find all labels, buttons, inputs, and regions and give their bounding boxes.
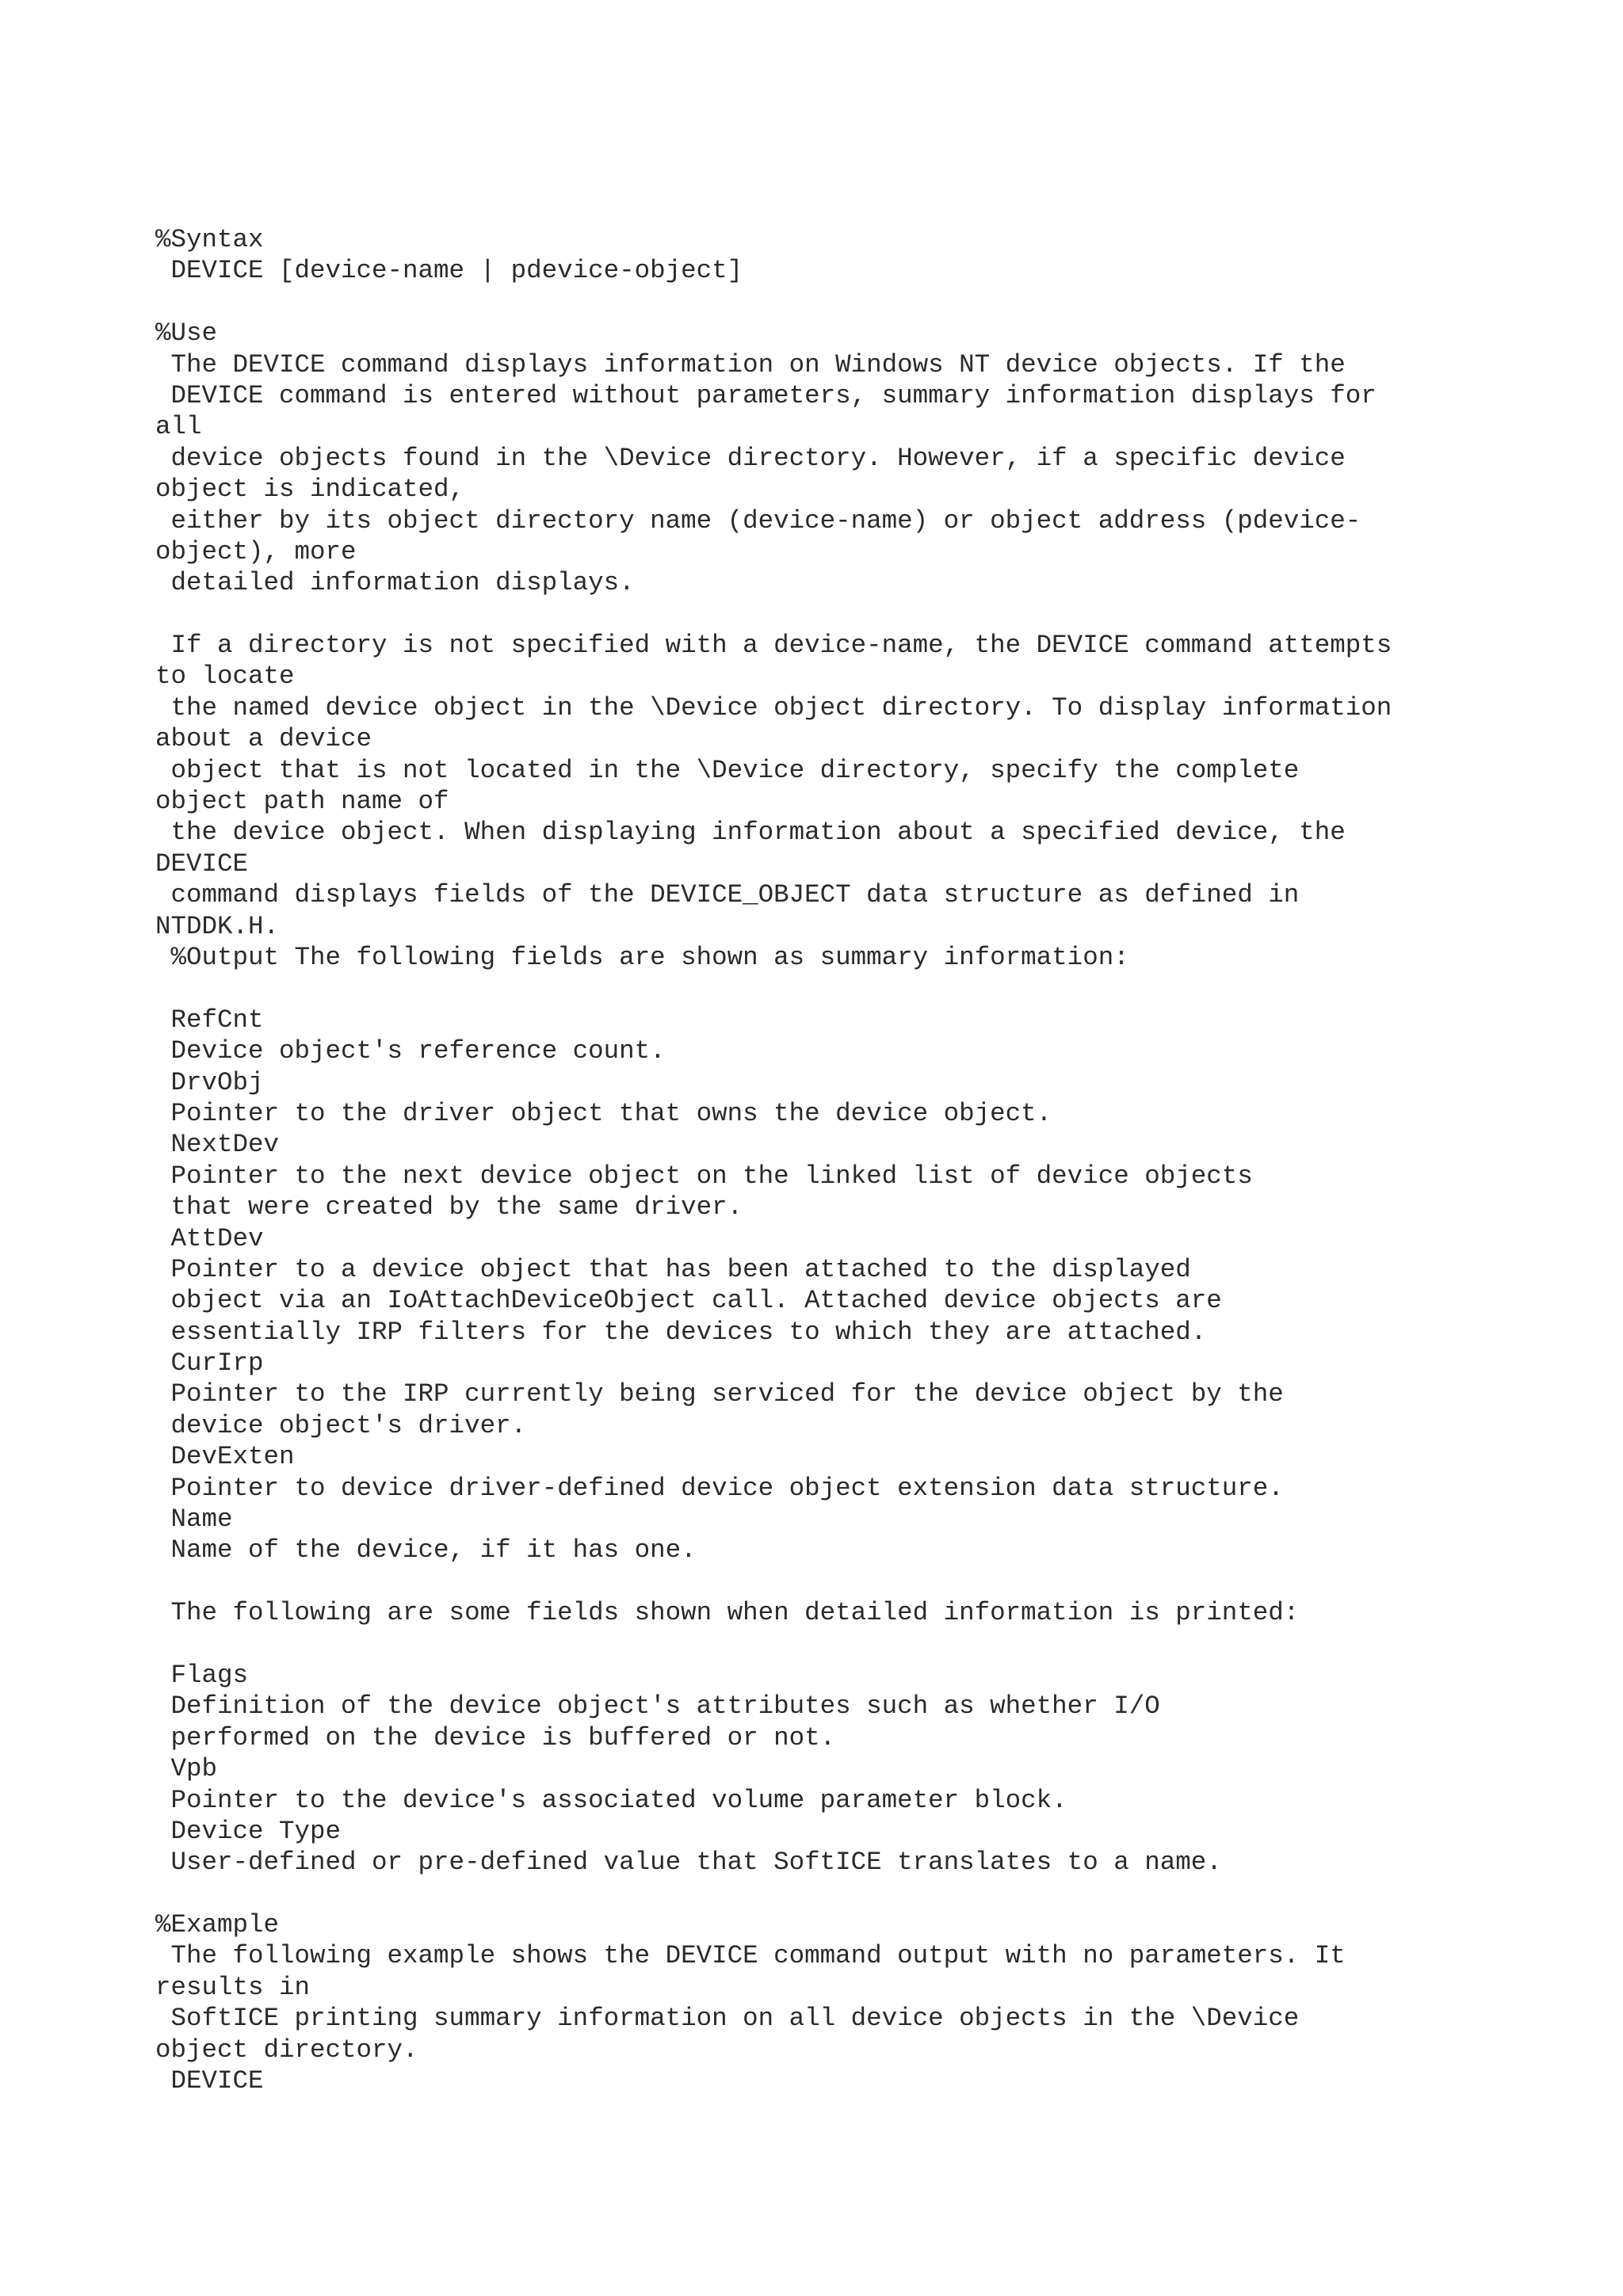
- text-line: command displays fields of the DEVICE_OBJECT data structure as defined in: [155, 880, 1300, 910]
- text-line: about a device: [155, 724, 372, 754]
- text-line: [155, 973, 1518, 1004]
- text-line: Pointer to the next device object on the linked list of device objects: [155, 1161, 1253, 1191]
- text-line: detailed information displays.: [155, 568, 635, 598]
- text-line: %Output The following fields are shown as summary information:: [155, 942, 1129, 972]
- text-line: Device Type: [155, 1816, 342, 1846]
- text-line: %Syntax: [155, 225, 264, 254]
- text-line: Pointer to the driver object that owns the device object.: [155, 1098, 1052, 1128]
- text-line: Pointer to the device's associated volume parameter block.: [155, 1785, 1067, 1815]
- text-line: the device object. When displaying information about a specified device, the: [155, 818, 1346, 848]
- text-line: DevExten: [155, 1442, 295, 1472]
- text-line: all: [155, 412, 202, 442]
- text-line: Pointer to device driver-defined device object extension data structure.: [155, 1473, 1284, 1503]
- text-line: Definition of the device object's attributes such as whether I/O: [155, 1691, 1160, 1722]
- text-line: %Use: [155, 318, 218, 349]
- text-line: DEVICE: [155, 2066, 264, 2096]
- text-line: device object's driver.: [155, 1410, 527, 1440]
- text-line: the named device object in the \Device object directory. To display information: [155, 692, 1392, 723]
- text-line: object directory.: [155, 2035, 418, 2065]
- text-line: object is indicated,: [155, 475, 465, 505]
- text-line: User-defined or pre-defined value that SoftICE translates to a name.: [155, 1848, 1222, 1878]
- text-line: The DEVICE command displays information on Windows NT device objects. If the: [155, 349, 1346, 379]
- text-line: DrvObj: [155, 1067, 264, 1097]
- text-line: DEVICE command is entered without parameters, summary information displays for: [155, 380, 1377, 410]
- text-line: object via an IoAttachDeviceObject call. Attached device objects are: [155, 1286, 1222, 1316]
- text-line: Pointer to a device object that has been attached to the displayed: [155, 1254, 1191, 1284]
- text-line: [155, 1629, 1518, 1660]
- text-line: device objects found in the \Device directory. However, if a specific device: [155, 443, 1346, 473]
- text-line: object that is not located in the \Device directory, specify the complete: [155, 755, 1300, 785]
- text-line: that were created by the same driver.: [155, 1192, 743, 1222]
- text-line: %Example: [155, 1910, 280, 1940]
- text-line: [155, 287, 1518, 318]
- text-line: NTDDK.H.: [155, 911, 280, 941]
- text-line: NextDev: [155, 1130, 280, 1160]
- text-line: essentially IRP filters for the devices to which they are attached.: [155, 1317, 1207, 1347]
- text-line: Flags: [155, 1660, 249, 1690]
- text-line: [155, 1566, 1518, 1597]
- text-line: [155, 1878, 1518, 1909]
- text-line: If a directory is not specified with a device-name, the DEVICE command attempts: [155, 631, 1392, 661]
- text-line: to locate: [155, 662, 295, 692]
- text-line: Pointer to the IRP currently being serviced for the device object by the: [155, 1379, 1284, 1409]
- text-line: performed on the device is buffered or not.: [155, 1722, 836, 1753]
- text-line: Name: [155, 1505, 233, 1535]
- text-line: object), more: [155, 536, 357, 566]
- text-line: RefCnt: [155, 1005, 264, 1035]
- text-line: Vpb: [155, 1754, 218, 1784]
- text-line: results in: [155, 1972, 311, 2002]
- text-line: DEVICE [device-name | pdevice-object]: [155, 256, 743, 286]
- text-line: The following example shows the DEVICE command output with no parameters. It: [155, 1941, 1346, 1971]
- text-line: CurIrp: [155, 1348, 264, 1379]
- text-line: AttDev: [155, 1223, 264, 1253]
- text-line: DEVICE: [155, 849, 249, 879]
- text-line: Device object's reference count.: [155, 1036, 666, 1066]
- text-line: either by its object directory name (device-name) or object address (pdevice-: [155, 505, 1361, 536]
- document-body: [155, 224, 1518, 2096]
- text-line: [155, 599, 1518, 630]
- text-line: Name of the device, if it has one.: [155, 1535, 697, 1566]
- text-line: The following are some fields shown when detailed information is printed:: [155, 1598, 1300, 1628]
- text-line: SoftICE printing summary information on all device objects in the \Device: [155, 2004, 1300, 2034]
- text-line: object path name of: [155, 787, 449, 817]
